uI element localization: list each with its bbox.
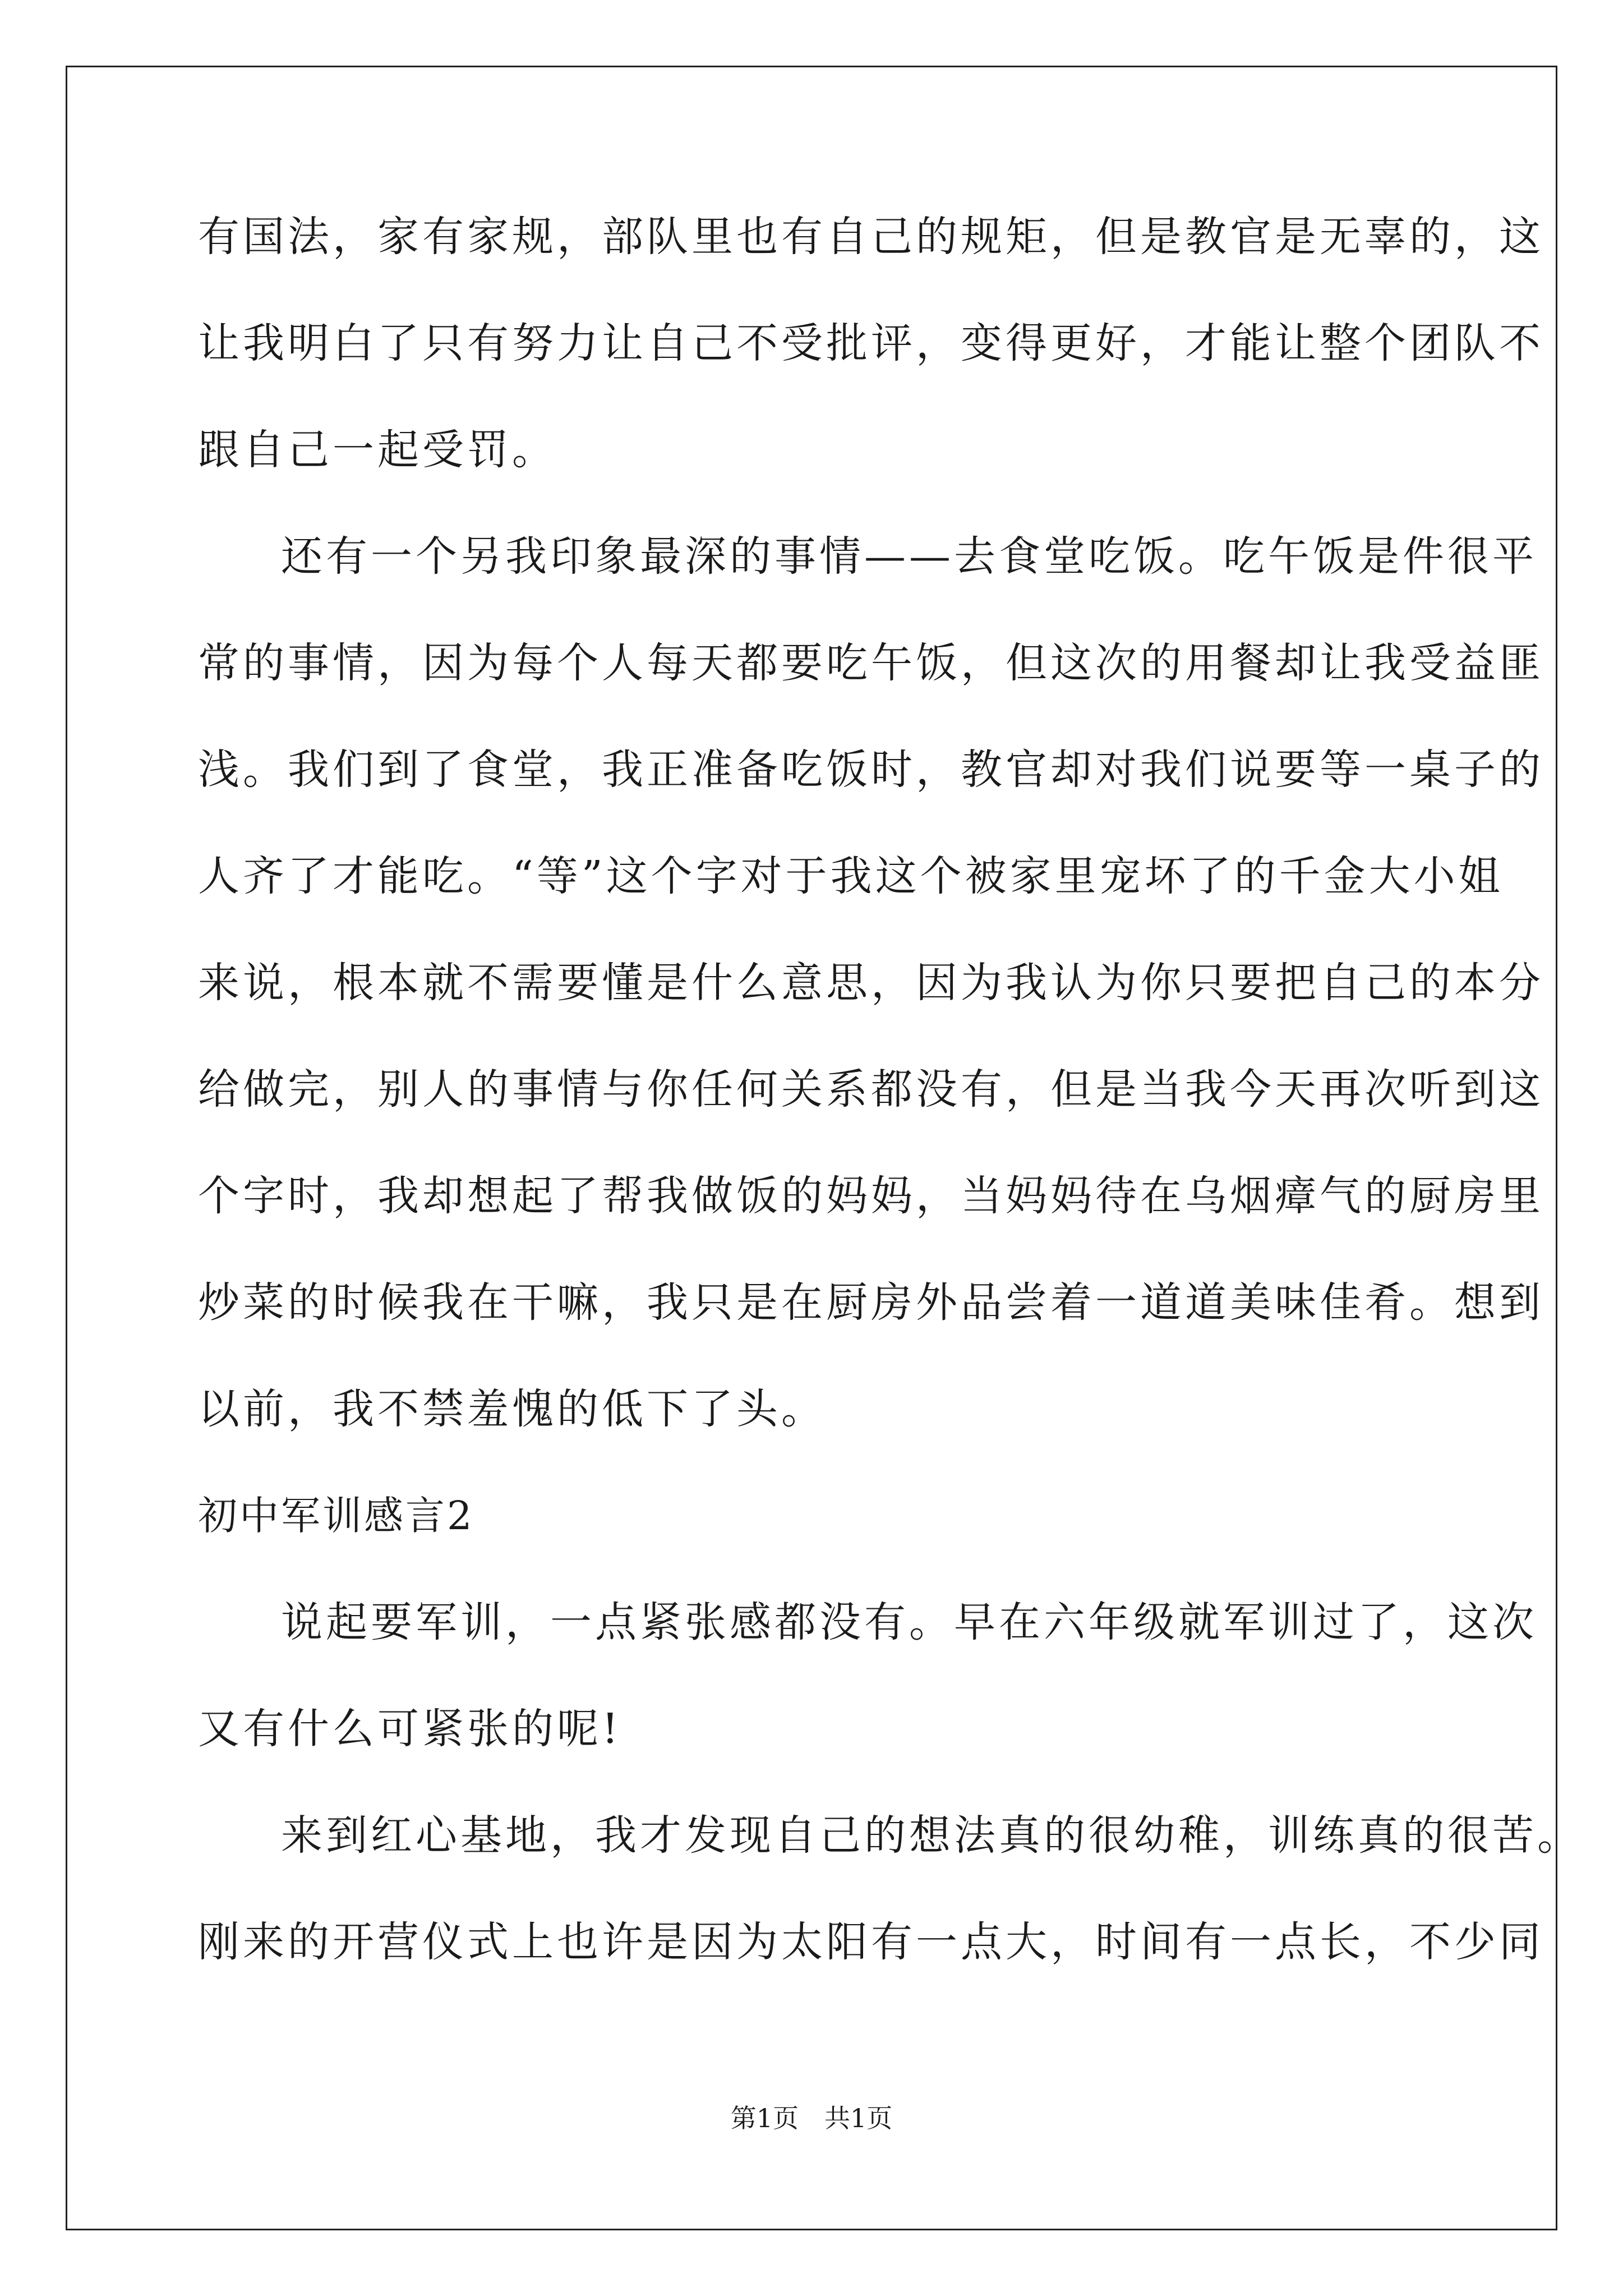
text-line: 炒菜的时候我在干嘛，我只是在厨房外品尝着一道道美味佳肴。想到 (198, 1278, 1544, 1327)
text-line: 常的事情，因为每个人每天都要吃午饭，但这次的用餐却让我受益匪 (198, 639, 1544, 687)
text-line: 让我明白了只有努力让自己不受批评，变得更好，才能让整个团队不 (198, 319, 1544, 367)
text-line: 刚来的开营仪式上也许是因为太阳有一点大，时间有一点长，不少同 (198, 1918, 1544, 1966)
text-line: 浅。我们到了食堂，我正准备吃饭时，教官却对我们说要等一桌子的 (198, 746, 1544, 794)
text-line: 有国法，家有家规，部队里也有自己的规矩，但是教官是无辜的，这 (198, 213, 1544, 261)
text-line: 给做完，别人的事情与你任何关系都没有，但是当我今天再次听到这 (198, 1065, 1544, 1114)
document-body (198, 213, 1582, 2028)
text-line: 还有一个另我印象最深的事情——去食堂吃饭。吃午饭是件很平 (281, 532, 1537, 581)
page-total: 共1页 (824, 2103, 893, 2133)
text-line: 说起要军训，一点紧张感都没有。早在六年级就军训过了，这次 (281, 1598, 1537, 1646)
page-footer (0, 2105, 1623, 2131)
section-heading: 初中军训感言2 (198, 1493, 474, 1539)
text-line: 又有什么可紧张的呢! (198, 1705, 622, 1753)
text-line: 来说，根本就不需要懂是什么意思，因为我认为你只要把自己的本分 (198, 959, 1544, 1007)
text-line: 以前，我不禁羞愧的低下了头。 (198, 1385, 826, 1433)
text-line: 来到红心基地，我才发现自己的想法真的很幼稚，训练真的很苦。 (281, 1811, 1582, 1860)
text-line: 个字时，我却想起了帮我做饭的妈妈，当妈妈待在乌烟瘴气的厨房里 (198, 1172, 1544, 1220)
text-line: 跟自己一起受罚。 (198, 426, 557, 474)
text-line: 人齐了才能吃。“等”这个字对于我这个被家里宠坏了的千金大小姐 (198, 852, 1504, 900)
page-number: 第1页 (730, 2103, 799, 2133)
